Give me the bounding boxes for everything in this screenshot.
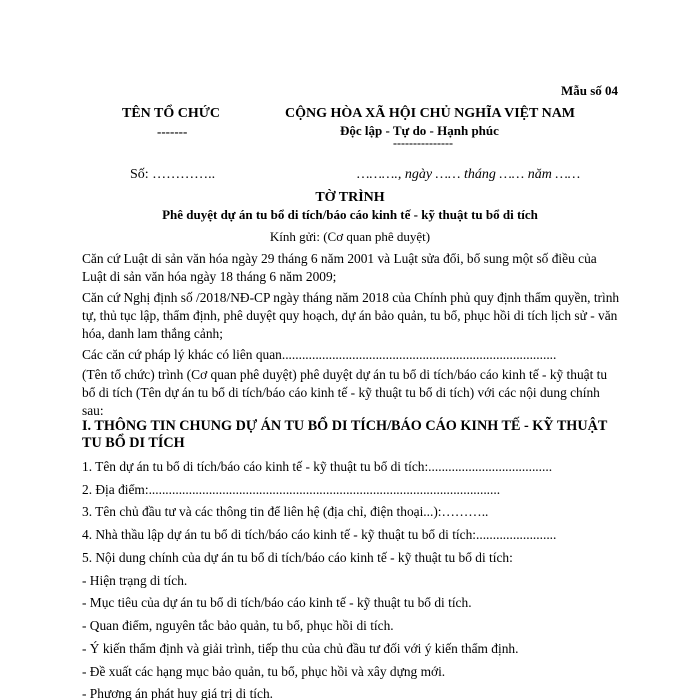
bullet-item: - Quan điểm, nguyên tắc bảo quản, tu bổ, phục hồi di tích. [82,618,394,633]
section-heading: I. THÔNG TIN CHUNG DỰ ÁN TU BỔ DI TÍCH/BÁO CÁO KINH TẾ - KỸ THUẬT TU BỔ DI TÍCH [82,418,608,451]
bullet-item: - Ý kiến thẩm định và giải trình, tiếp thu của chủ đầu tư đối với ý kiến thẩm định. [82,641,519,656]
legal-basis-paragraph: Các căn cứ pháp lý khác có liên quan.................................................................................. [82,347,557,362]
numbered-item: 2. Địa điểm:......................................................................................................... [82,482,501,497]
organization-rule: ------- [157,124,188,139]
document-date: ………., ngày …… tháng …… năm …… [357,167,581,182]
bullet-item: - Hiện trạng di tích. [82,573,188,588]
motto-rule: --------------- [393,136,453,150]
document-subtitle: Phê duyệt dự án tu bổ di tích/báo cáo kinh tế - kỹ thuật tu bổ di tích [162,207,538,222]
numbered-item: 4. Nhà thầu lập dự án tu bổ di tích/báo cáo kinh tế - kỹ thuật tu bổ di tích:........................ [82,527,557,542]
bullet-item: - Mục tiêu của dự án tu bổ di tích/báo cáo kinh tế - kỹ thuật tu bổ di tích. [82,595,472,610]
recipient-line: Kính gửi: (Cơ quan phê duyệt) [269,229,431,244]
intro-paragraph: (Tên tổ chức) trình (Cơ quan phê duyệt) phê duyệt dự án tu bổ di tích/báo cáo kinh tế - kỹ thuật tu bổ di tích (Tên dự án tu bổ di tích/báo cáo kinh tế - kỹ thuật tu bổ di tích) với các nội dung chính sau: [82,367,608,418]
organization-name: TÊN TỔ CHỨC [122,106,221,121]
document-title: TỜ TRÌNH [315,190,385,205]
bullet-item: - Đề xuất các hạng mục bảo quản, tu bổ, phục hồi và xây dựng mới. [82,664,446,679]
national-title: CỘNG HÒA XÃ HỘI CHỦ NGHĨA VIỆT NAM [285,106,576,121]
legal-basis-paragraph: Căn cứ Luật di sản văn hóa ngày 29 tháng 6 năm 2001 và Luật sửa đổi, bổ sung một số điều của Luật di sản văn hóa ngày 18 tháng 6 năm 2009; [82,251,597,284]
legal-basis-paragraph: Căn cứ Nghị định số /2018/NĐ-CP ngày tháng năm 2018 của Chính phủ quy định thẩm quyền, trình tự, thủ tục lập, thẩm định, phê duyệt quy hoạch, dự án bảo quản, tu bổ, phục hồi di tích lịch sử - văn hóa, danh lam thắng cảnh; [82,290,620,341]
bullet-item: - Phương án phát huy giá trị di tích. [82,686,273,700]
numbered-item: 1. Tên dự án tu bổ di tích/báo cáo kinh tế - kỹ thuật tu bổ di tích:..................................... [82,459,553,474]
document-number: Số: ………….. [130,167,216,182]
national-motto: Độc lập - Tự do - Hạnh phúc [340,123,499,138]
form-number: Mẫu số 04 [560,83,618,98]
numbered-item: 3. Tên chủ đầu tư và các thông tin để liên hệ (địa chỉ, điện thoại...):……….. [82,504,489,519]
numbered-item: 5. Nội dung chính của dự án tu bổ di tích/báo cáo kinh tế - kỹ thuật tu bổ di tích: [82,550,513,565]
